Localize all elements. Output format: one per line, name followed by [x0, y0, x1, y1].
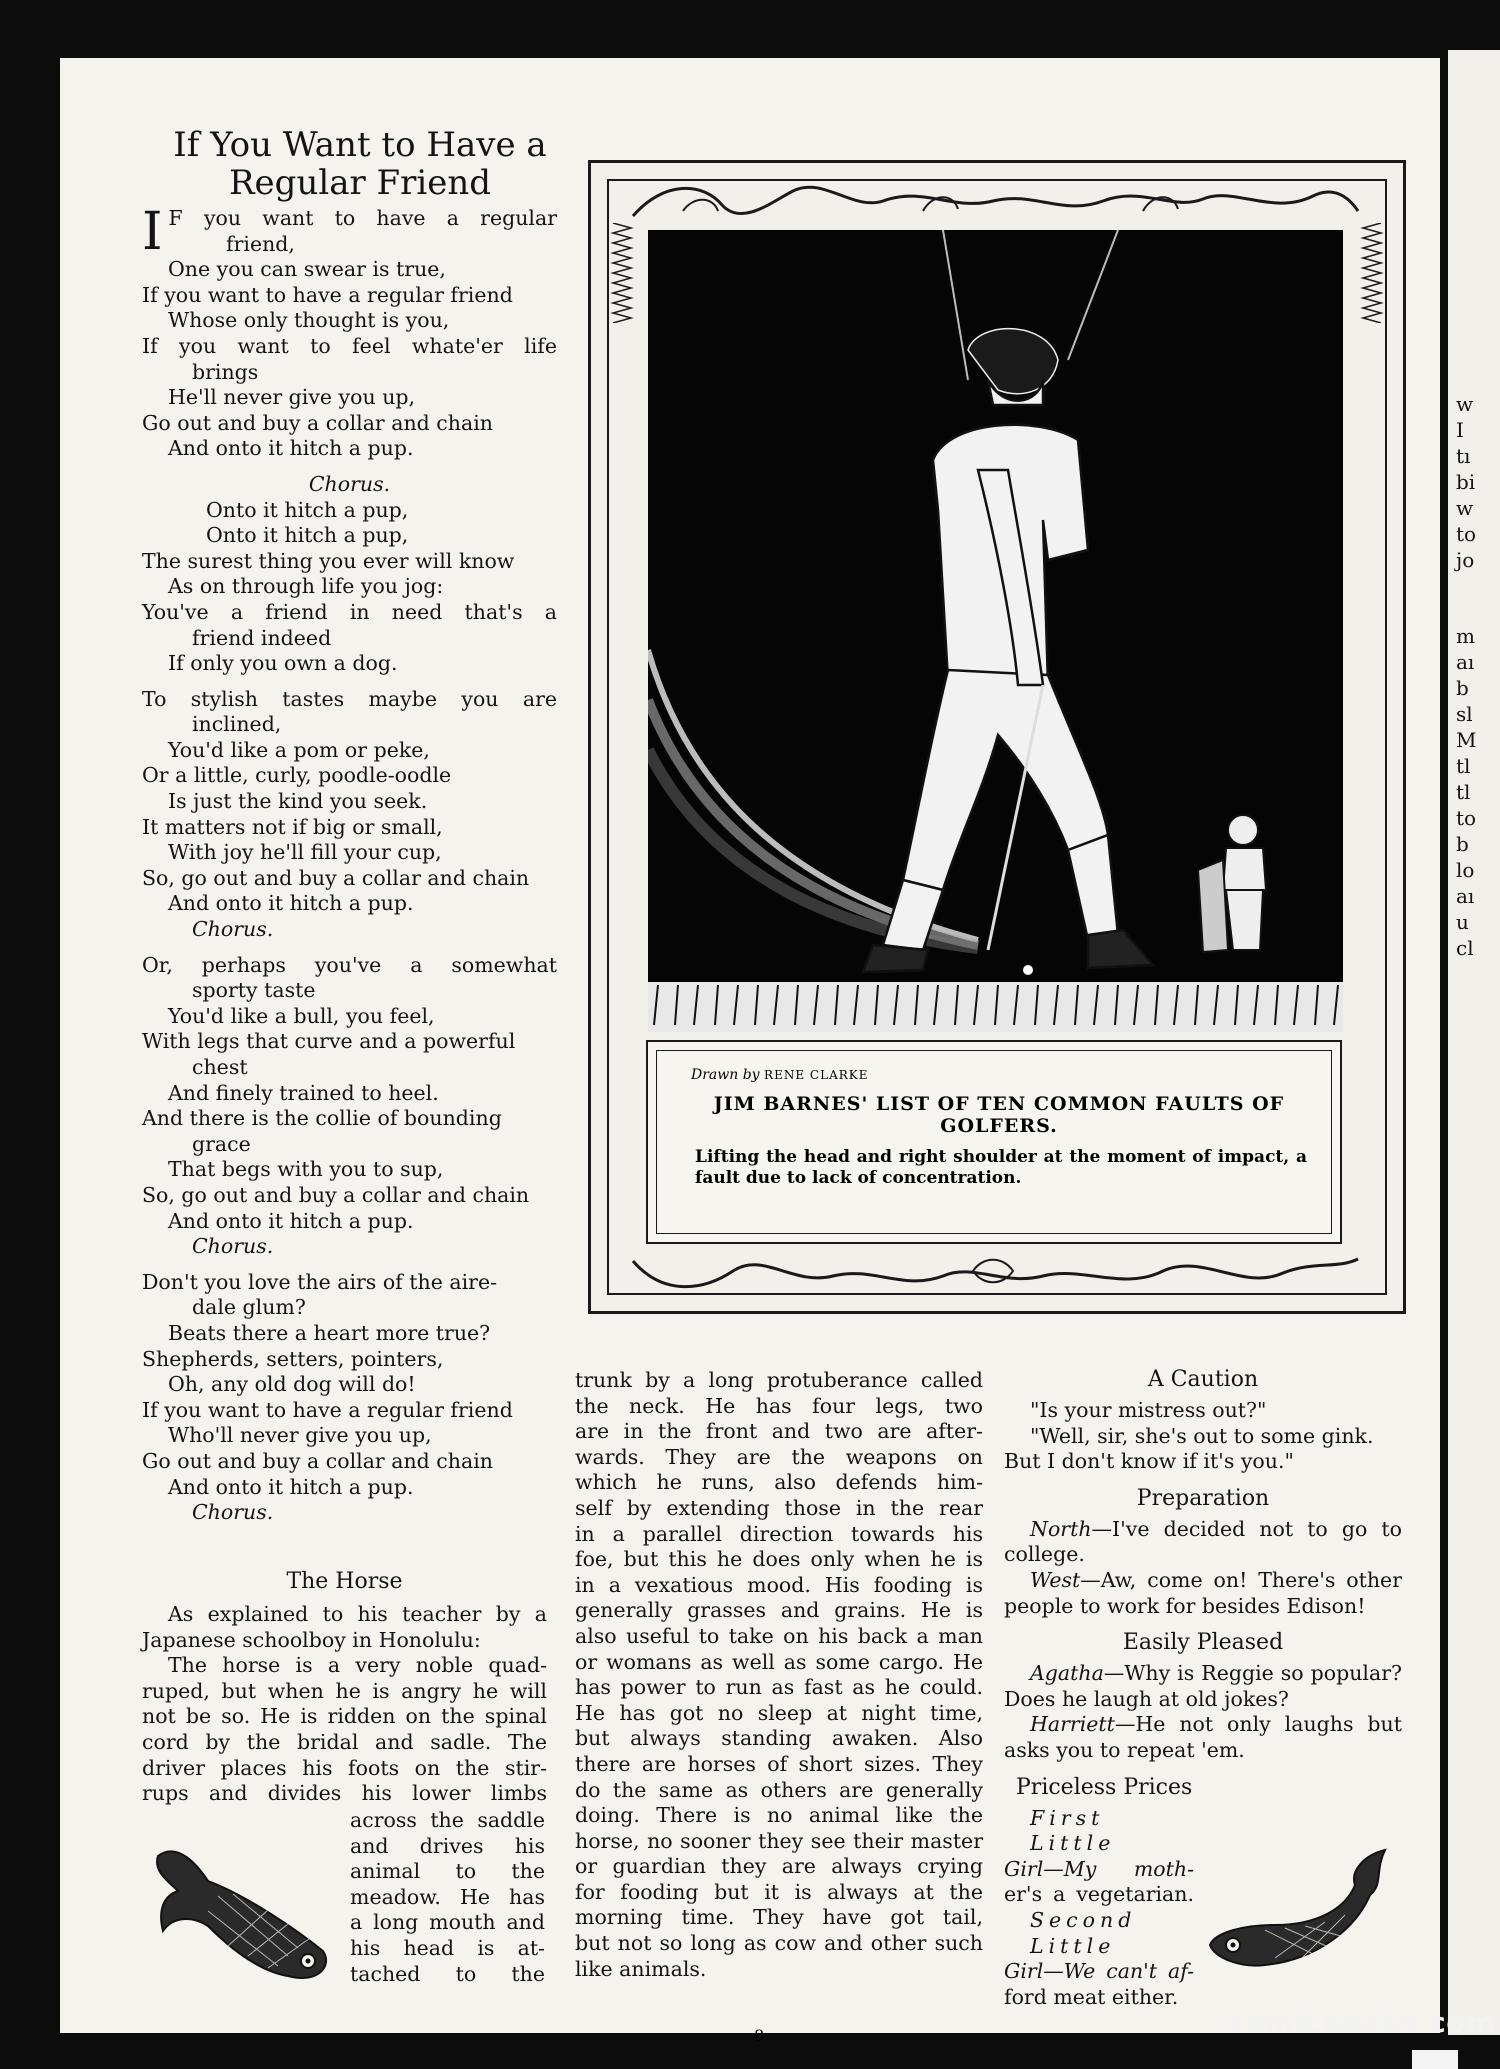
- poem-line: grace: [192, 1131, 251, 1156]
- preparation-text-1: —I've decided not to go to college.: [1004, 1516, 1402, 1567]
- horse-line: As explained to his teacher by a: [168, 1602, 547, 1626]
- page-number: 8: [754, 2026, 765, 2045]
- horse-line: which he runs, also defends him-: [575, 1470, 983, 1495]
- preparation-text-2: —Aw, come on! There's other people to work for besides Edison!: [1004, 1567, 1402, 1618]
- poem-line: [142, 677, 557, 687]
- facing-page-letter: w: [1456, 496, 1474, 520]
- speaker-north: North: [1030, 1516, 1092, 1541]
- poem-line: You've a friend in need that's a: [142, 599, 557, 624]
- horse-line: not be so. He is ridden on the spinal: [142, 1704, 547, 1729]
- poem-line: Or, perhaps you've a somewhat: [142, 952, 557, 977]
- caution-line-2: "Well, sir, she's out to some gink.: [1030, 1423, 1374, 1448]
- poem-line: And onto it hitch a pup.: [168, 436, 414, 461]
- easily-pleased-line-1: [1004, 1661, 1402, 1712]
- caution-line-1: "Is your mistress out?": [1030, 1398, 1267, 1422]
- priceless-prices-body: [1004, 1806, 1194, 2011]
- horse-line: horse, no sooner they see their master: [575, 1828, 983, 1853]
- poem-line: Is just the kind you seek.: [168, 789, 428, 814]
- poem-line: You'd like a bull, you feel,: [168, 1003, 435, 1028]
- watermark: comicbooks.com: [1228, 2006, 1496, 2039]
- horse-line: cord by the bridal and sadle. The: [142, 1729, 547, 1754]
- preparation-title: Preparation: [1136, 1485, 1270, 1511]
- poem-line: sporty taste: [192, 978, 316, 1003]
- caution-title: A Caution: [1147, 1367, 1259, 1392]
- horse-line: tached to the: [350, 1961, 545, 1986]
- poem-line: brings: [192, 359, 259, 384]
- poem-line: friend indeed: [192, 625, 332, 650]
- caption-inner: [656, 1050, 1332, 1234]
- facing-page-letter: I: [1456, 418, 1464, 442]
- horse-line: has power to run as fast as he could.: [575, 1675, 983, 1700]
- horse-line: wards. They are the weapons on: [575, 1444, 983, 1469]
- poem-line: Chorus.: [308, 471, 391, 496]
- poem-line: One you can swear is true,: [168, 257, 446, 282]
- horse-line: foe, but this he does only when he is: [575, 1547, 983, 1572]
- poem-line: Onto it hitch a pup,: [206, 523, 409, 548]
- speaker-agatha: Agatha: [1030, 1661, 1104, 1686]
- horse-line: but always standing awaken. Also: [575, 1726, 983, 1751]
- poem-line: Onto it hitch a pup,: [206, 497, 409, 522]
- poem-line: If you want to have a regular friend: [142, 282, 513, 307]
- poem-line: Beats there a heart more true?: [168, 1320, 491, 1345]
- facing-page-letter: bi: [1456, 470, 1476, 494]
- poem-line: And onto it hitch a pup.: [168, 1474, 414, 1499]
- horse-line: for fooding but it is always at the: [575, 1879, 983, 1904]
- facing-page-letter: tı: [1456, 444, 1471, 468]
- facing-page-letter: to: [1456, 522, 1477, 546]
- horse-line: or guardian they are always crying: [575, 1854, 983, 1879]
- priceless-prices-title: Priceless Prices: [1016, 1774, 1193, 1800]
- caption-text: Lifting the head and right shoulder at the moment of impact, a fault due to lack of concentration.: [695, 1147, 1307, 1188]
- poem-line: Don't you love the airs of the aire-: [142, 1269, 498, 1294]
- priceless-line: ford meat either.: [1004, 1984, 1179, 2009]
- horse-line: animal to the: [350, 1859, 545, 1884]
- artist-credit: [691, 1067, 1307, 1083]
- poem-line: [142, 943, 557, 953]
- credit-prefix: Drawn by: [691, 1067, 760, 1083]
- priceless-line: Second Little: [1030, 1907, 1137, 1958]
- poem-body: [142, 202, 557, 1526]
- poem-line: Whose only thought is you,: [168, 308, 450, 333]
- horse-line: self by extending those in the rear: [575, 1495, 983, 1520]
- horse-line: in a vexatious mood. His fooding is: [575, 1572, 983, 1597]
- facing-page-letter: cl: [1456, 936, 1474, 960]
- horse-line: He has got no sleep at night time,: [575, 1700, 983, 1725]
- horse-line: and drives his: [350, 1833, 545, 1858]
- poem-line: dale glum?: [192, 1295, 306, 1320]
- easily-pleased-line-2: [1004, 1712, 1402, 1763]
- poem-line: And finely trained to heel.: [168, 1080, 439, 1105]
- horse-line: like animals.: [575, 1956, 707, 1981]
- watermark-corner-block: [1412, 2050, 1458, 2069]
- poem-line: [142, 462, 557, 472]
- poem-line: If you want to feel whate'er life: [142, 333, 557, 358]
- facing-page-letter: aı: [1456, 650, 1475, 674]
- poem-line: Chorus.: [192, 1234, 274, 1259]
- poem-line: Chorus.: [192, 1500, 274, 1525]
- facing-page-letter: lo: [1456, 858, 1475, 882]
- horse-article-col2: [575, 1368, 983, 1982]
- horse-article-col1: [142, 1564, 547, 1807]
- poem-line: chest: [192, 1055, 248, 1079]
- speaker-harriett: Harriett: [1030, 1712, 1115, 1737]
- poem-line: Go out and buy a collar and chain: [142, 410, 493, 435]
- poem-line: With legs that curve and a powerful: [142, 1029, 516, 1054]
- poem-line: And onto it hitch a pup.: [168, 891, 414, 916]
- horse-line: meadow. He has: [350, 1884, 545, 1909]
- horse-line: driver places his foots on the stir-: [142, 1755, 547, 1780]
- easily-pleased-title: Easily Pleased: [1122, 1630, 1284, 1656]
- facing-page-letter: u: [1456, 910, 1469, 934]
- facing-page-letter: m: [1456, 624, 1475, 648]
- horse-line: Japanese schoolboy in Honolulu:: [142, 1627, 481, 1652]
- horse-line: are in the front and two are after-: [575, 1419, 983, 1444]
- horse-line: but not so long as cow and other such: [575, 1931, 983, 1956]
- horse-line: trunk by a long protuberance called: [575, 1368, 983, 1392]
- jokes-column: [1004, 1366, 1402, 2010]
- horse-line: a long mouth and: [350, 1910, 545, 1935]
- poem-line: If only you own a dog.: [168, 651, 398, 676]
- priceless-line: Girl—We can't af-: [1004, 1959, 1194, 1984]
- poem-line: Shepherds, setters, pointers,: [142, 1346, 444, 1371]
- facing-page-letter: M: [1456, 728, 1477, 752]
- facing-page-letter: w: [1456, 392, 1474, 416]
- credit-name: RENE CLARKE: [764, 1068, 869, 1082]
- bottom-scroll-ornament: [623, 1241, 1363, 1301]
- poem-line: So, go out and buy a collar and chain: [142, 865, 530, 890]
- top-scroll-ornament: [623, 171, 1363, 231]
- poem-line: The surest thing you ever will know: [142, 548, 515, 573]
- facing-page-letter: to: [1456, 806, 1477, 830]
- facing-page-letter: sl: [1456, 702, 1473, 726]
- facing-page-letter: b: [1456, 676, 1469, 700]
- horse-line: also useful to take on his back a man: [575, 1623, 983, 1648]
- easily-pleased-text-1: —Why is Reggie so popular? Does he laugh at old jokes?: [1004, 1661, 1402, 1711]
- horse-line: his head is at-: [350, 1935, 545, 1960]
- fish-illustration-left: [138, 1836, 338, 1986]
- poem-line: You'd like a pom or peke,: [168, 737, 430, 762]
- poem-line: As on through life you jog:: [168, 574, 444, 599]
- golfer-illustration: [648, 230, 1343, 1032]
- poem-line: inclined,: [192, 712, 282, 737]
- poem-line: To stylish tastes maybe you are: [142, 686, 557, 711]
- facing-page-letter: tl: [1456, 780, 1471, 804]
- poem-line: Or a little, curly, poodle-oodle: [142, 763, 452, 788]
- poem-line: F you want to have a regular: [168, 206, 557, 230]
- horse-article-narrow: [350, 1808, 545, 1987]
- drop-cap: I: [142, 202, 163, 262]
- poem-title: If You Want to Have a Regular Friend: [173, 125, 547, 203]
- poem-line: Oh, any old dog will do!: [168, 1372, 416, 1397]
- illustration-caption: [646, 1040, 1342, 1244]
- horse-line: there are horses of short sizes. They: [575, 1751, 983, 1776]
- right-chain-border: [1359, 223, 1385, 323]
- horse-heading: The Horse: [286, 1569, 403, 1594]
- priceless-line: er's a vegetarian.: [1004, 1882, 1194, 1907]
- poem-line: If you want to have a regular friend: [142, 1397, 513, 1422]
- poem-line: He'll never give you up,: [168, 385, 416, 410]
- facing-page-letter: aı: [1456, 884, 1475, 908]
- poem-line: Who'll never give you up,: [168, 1423, 432, 1448]
- facing-page-edge: [1448, 50, 1500, 2035]
- horse-line: do the same as others are generally: [575, 1777, 983, 1802]
- easily-pleased-text-2: —He not only laughs but asks you to repeat 'em.: [1004, 1712, 1402, 1762]
- facing-page-letter: b: [1456, 832, 1469, 856]
- priceless-line: Girl—My moth-: [1004, 1856, 1194, 1881]
- poem-line: With joy he'll fill your cup,: [168, 840, 442, 865]
- horse-line: across the saddle: [350, 1808, 545, 1832]
- horse-line: rups and divides his lower limbs: [142, 1781, 547, 1806]
- left-chain-border: [609, 223, 635, 323]
- poem-line: And onto it hitch a pup.: [168, 1208, 414, 1233]
- poem-line: So, go out and buy a collar and chain: [142, 1182, 530, 1207]
- caption-heading: JIM BARNES' LIST OF TEN COMMON FAULTS OF GOLFERS.: [713, 1093, 1285, 1137]
- poem-line: And there is the collie of bounding: [142, 1106, 502, 1131]
- poem-line: That begs with you to sup,: [168, 1157, 444, 1182]
- horse-line: morning time. They have got tail,: [575, 1905, 983, 1930]
- poem-line: Go out and buy a collar and chain: [142, 1448, 493, 1473]
- horse-line: ruped, but when he is angry he will: [142, 1678, 547, 1703]
- poem-line: friend,: [226, 231, 295, 256]
- horse-line: doing. There is no animal like the: [575, 1803, 983, 1828]
- horse-line: or womans as well as some cargo. He: [575, 1649, 983, 1674]
- horse-line: the neck. He has four legs, two: [575, 1393, 983, 1418]
- preparation-line-2: [1004, 1568, 1402, 1619]
- facing-page-letter: tl: [1456, 754, 1471, 778]
- poem-line: Chorus.: [192, 917, 274, 942]
- horse-line: in a parallel direction towards his: [575, 1521, 983, 1546]
- caution-line-3: But I don't know if it's you.": [1004, 1449, 1294, 1474]
- preparation-line-1: [1004, 1517, 1402, 1568]
- poem-line: [142, 1260, 557, 1270]
- priceless-line: First Little: [1030, 1805, 1116, 1856]
- horse-line: The horse is a very noble quad-: [168, 1653, 547, 1678]
- horse-line: generally grasses and grains. He is: [575, 1598, 983, 1623]
- facing-page-letter: jo: [1456, 548, 1475, 572]
- poem-line: It matters not if big or small,: [142, 814, 443, 839]
- speaker-west: West: [1030, 1567, 1081, 1592]
